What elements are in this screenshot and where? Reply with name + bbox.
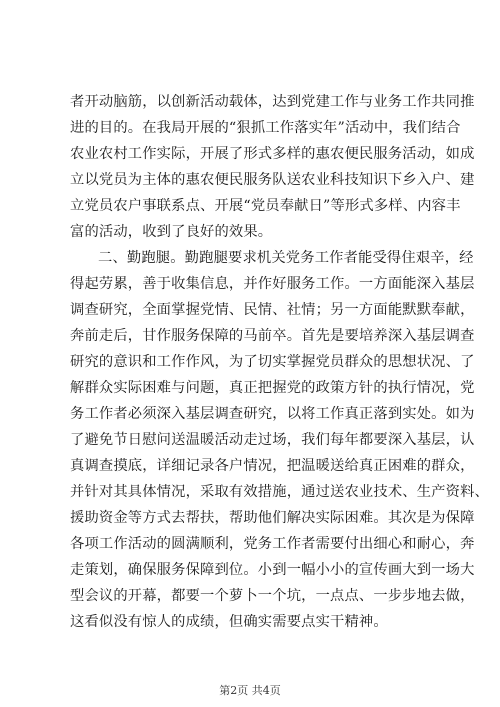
text-line: 立党员农户事联系点、开展“党员奉献日”等形式多样、内容丰 bbox=[70, 198, 461, 214]
text-line: 并针对其具体情况，采取有效措施，通过送农业技术、生产资料、 bbox=[70, 484, 489, 500]
text-line: 型会议的开幕，都要一个萝卜一个坑，一点点、一步步地去做， bbox=[70, 588, 475, 604]
page-number-footer: 第2页 共4页 bbox=[219, 684, 281, 697]
text-line: 得起劳累，善于收集信息，并作好服务工作。一方面能深入基层 bbox=[70, 276, 475, 292]
text-line: 者开动脑筋，以创新活动载体，达到党建工作与业务工作共同推 bbox=[70, 94, 475, 110]
text-line: 各项工作活动的圆满顺利，党务工作者需要付出细心和耐心，奔 bbox=[70, 536, 475, 552]
text-line: 研究的意识和工作作风，为了切实掌握党员群众的思想状况、了 bbox=[70, 354, 475, 370]
text-line: 走策划，确保服务保障到位。小到一幅小小的宣传画大到一场大 bbox=[70, 562, 475, 578]
text-line: 立以党员为主体的惠农便民服务队送农业科技知识下乡入户、建 bbox=[70, 172, 475, 188]
text-line: 农业农村工作实际，开展了形式多样的惠农便民服务活动，如成 bbox=[70, 146, 475, 162]
text-line: 奔前走后，甘作服务保障的马前卒。首先是要培养深入基层调查 bbox=[70, 328, 475, 344]
text-line: 调查研究，全面掌握党情、民情、社情；另一方面能默默奉献， bbox=[70, 302, 475, 318]
text-line: 务工作者必须深入基层调查研究，以将工作真正落到实处。如为 bbox=[70, 406, 475, 422]
text-line: 援助资金等方式去帮扶，帮助他们解决实际困难。其次是为保障 bbox=[70, 510, 475, 526]
text-line: 解群众实际困难与问题，真正把握党的政策方针的执行情况，党 bbox=[70, 380, 475, 396]
text-line: 真调查摸底，详细记录各户情况，把温暖送给真正困难的群众， bbox=[70, 458, 475, 474]
text-line: 进的目的。在我局开展的“狠抓工作落实年”活动中，我们结合 bbox=[70, 120, 461, 136]
text-line: 了避免节日慰问送温暖活动走过场，我们每年都要深入基层，认 bbox=[70, 432, 475, 448]
text-line: 这看似没有惊人的成绩，但确实需要点实干精神。 bbox=[70, 614, 388, 630]
text-line: 富的活动，收到了良好的效果。 bbox=[70, 224, 273, 240]
paragraph-start-line: 二、勤跑腿。勤跑腿要求机关党务工作者能受得住艰辛，经 bbox=[98, 250, 474, 266]
